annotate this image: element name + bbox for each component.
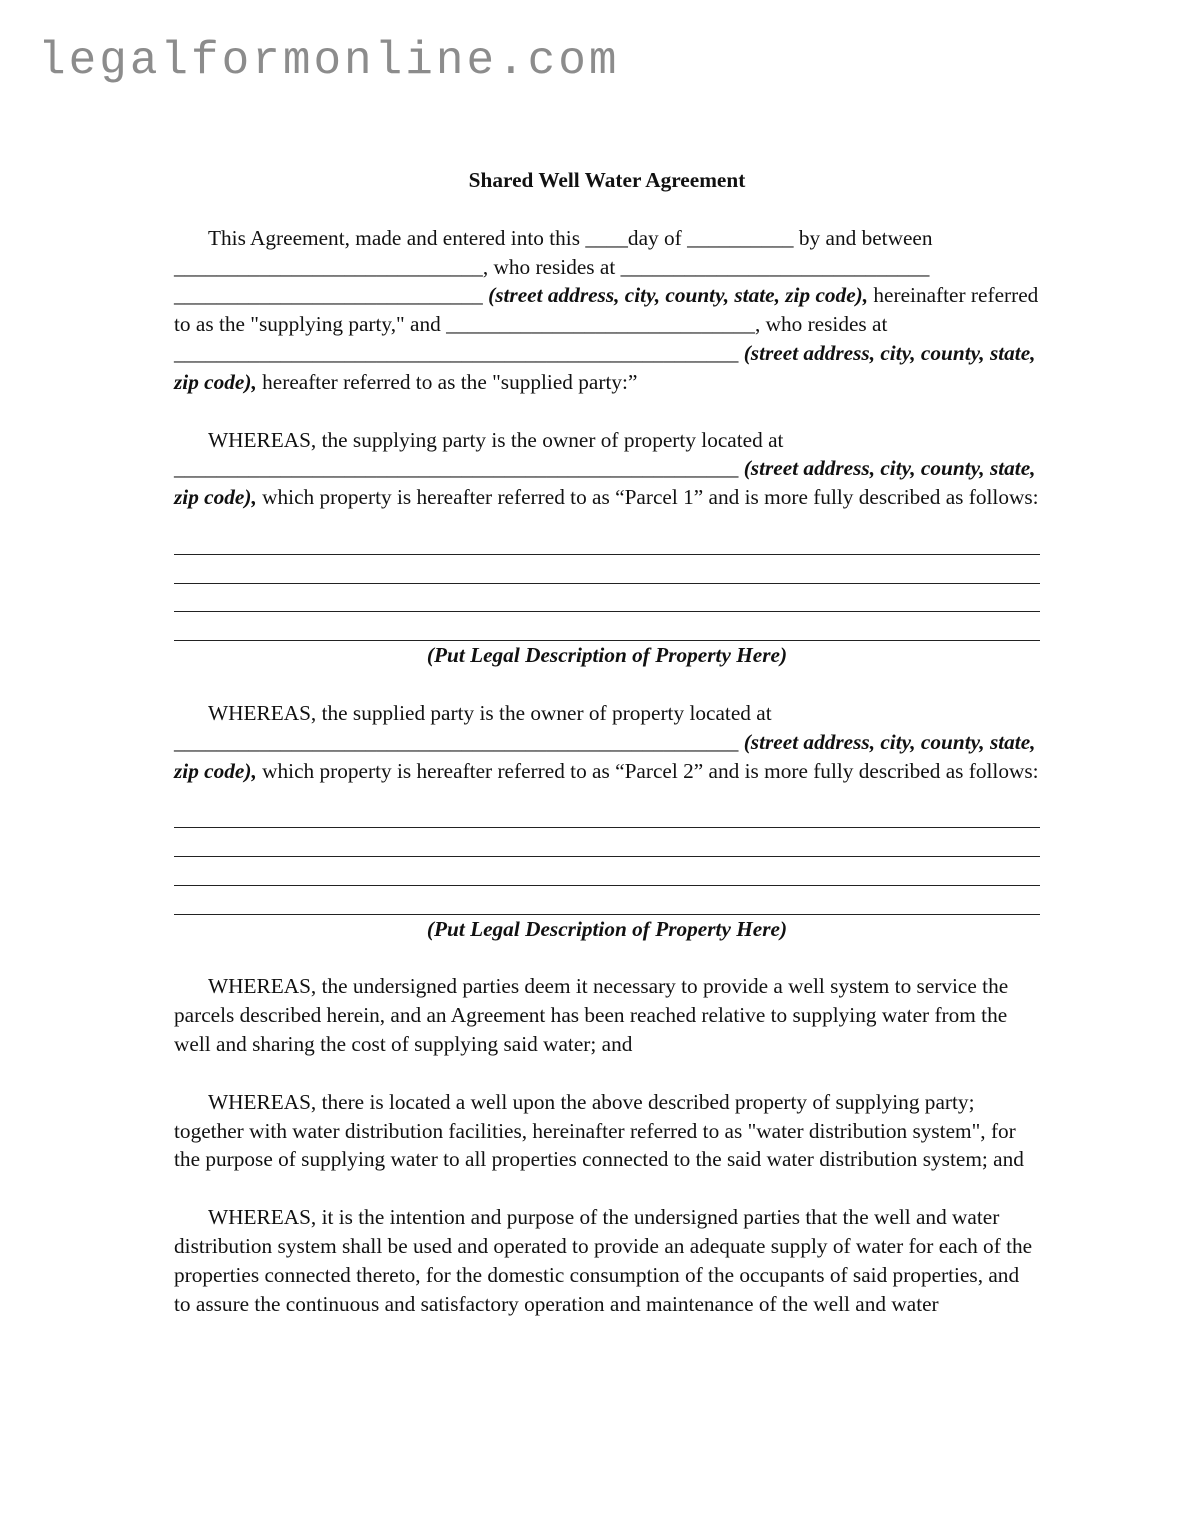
parcel2-description-lines <box>174 799 1040 914</box>
whereas-parcel-2 <box>174 699 1040 785</box>
intro-text-7: hereafter referred to as the "supplied party:” <box>256 369 638 394</box>
document-page <box>174 166 1040 1347</box>
parcel1-address-hint: (street address, city, county, state, zip code), <box>174 456 1036 510</box>
parcel2-address-hint: (street address, city, county, state, zip code), <box>174 729 1036 783</box>
supplied-party-name-blank[interactable]: _____________________________ <box>446 312 755 337</box>
intro-text-6: , who resides at <box>754 312 888 337</box>
parcel2-desc-line-2[interactable] <box>174 828 1040 857</box>
whereas1-text-2: which property is hereafter referred to as “Parcel 1” and is more fully described as follows: <box>256 485 1039 510</box>
supplying-party-address-blank-2[interactable]: _____________________________ <box>174 283 483 308</box>
parcel1-description-lines <box>174 526 1040 641</box>
intro-paragraph <box>174 224 1040 397</box>
whereas1-text-1: WHEREAS, the supplying party is the owner of property located at <box>208 427 784 452</box>
parcel1-legal-description-label: (Put Legal Description of Property Here) <box>426 643 788 668</box>
whereas-well-system: WHEREAS, the undersigned parties deem it necessary to provide a well system to service the parcels described herein, and an Agreement has been reached relative to supplying water from the well and sharing the cost of supplying said water; and <box>174 974 1009 1056</box>
month-blank[interactable]: __________ <box>687 225 794 250</box>
whereas-parcel-1 <box>174 426 1040 512</box>
intro-text-4: , who resides at <box>482 254 621 279</box>
whereas-intention: WHEREAS, it is the intention and purpose of the undersigned parties that the well and water distribution system shall be used and operated to provide an adequate supply of water for each of the properties connected thereto, for the domestic consumption of the occupants of said properties, and to assure the continuous and satisfactory operation and maintenance of the well and water <box>174 1205 1033 1316</box>
parcel2-desc-line-3[interactable] <box>174 857 1040 886</box>
intro-text-1: This Agreement, made and entered into this <box>208 225 586 250</box>
supplying-party-address-blank-1[interactable]: _____________________________ <box>620 254 930 279</box>
parcel2-address-blank[interactable]: _____________________________________________________ <box>174 729 739 754</box>
address-hint-1: (street address, city, county, state, zip code), <box>482 283 869 308</box>
parcel1-desc-line-4[interactable] <box>174 612 1040 641</box>
whereas-well-location: WHEREAS, there is located a well upon the above described property of supplying party; together with water distribution facilities, hereinafter referred to as "water distribution system", for the purpose of supplying water to all properties connected to the said water distribution system; and <box>174 1089 1024 1172</box>
parcel2-desc-line-4[interactable] <box>174 886 1040 915</box>
intro-text-3: by and between <box>793 225 933 250</box>
address-hint-2: (street address, city, county, state, zip code), <box>174 340 1036 394</box>
parcel1-desc-line-2[interactable] <box>174 555 1040 584</box>
whereas2-text-2: which property is hereafter referred to as “Parcel 2” and is more fully described as follows: <box>256 758 1039 783</box>
supplying-party-name-blank[interactable]: _____________________________ <box>174 254 483 279</box>
whereas2-text-1: WHEREAS, the supplied party is the owner of property located at <box>208 700 772 725</box>
parcel1-desc-line-1[interactable] <box>174 526 1040 555</box>
supplied-party-address-blank[interactable]: _____________________________________________________ <box>174 340 739 365</box>
intro-text-5: hereinafter referred to as the "supplying party," and <box>174 283 1039 337</box>
day-blank[interactable]: ____ <box>585 225 628 250</box>
parcel1-address-blank[interactable]: _____________________________________________________ <box>174 456 739 481</box>
parcel2-legal-description-label: (Put Legal Description of Property Here) <box>426 916 788 941</box>
parcel1-desc-line-3[interactable] <box>174 584 1040 613</box>
document-title: Shared Well Water Agreement <box>468 168 746 192</box>
watermark-logo: legalformonline.com <box>38 35 620 87</box>
parcel2-desc-line-1[interactable] <box>174 799 1040 828</box>
intro-text-2: day of <box>627 225 688 250</box>
